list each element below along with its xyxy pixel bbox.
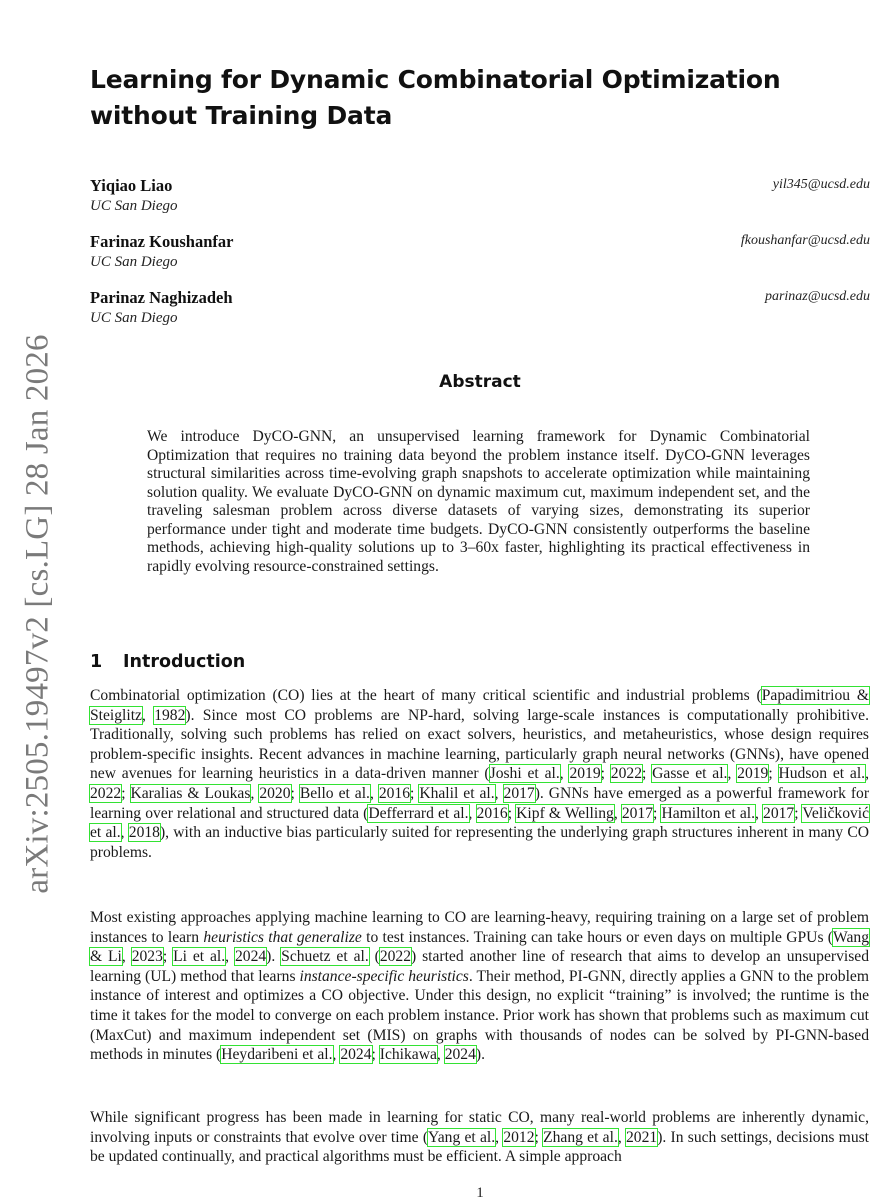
author-email: parinaz@ucsd.edu: [764, 289, 870, 304]
citation-link[interactable]: 2024: [234, 948, 267, 966]
text: ,: [141, 706, 155, 724]
citation-link[interactable]: Veličković et al.: [90, 804, 870, 842]
author-affiliation: UC San Diego: [90, 198, 178, 214]
citation-link[interactable]: 2019: [569, 765, 601, 783]
text: ,: [121, 948, 132, 966]
citation-link[interactable]: 2021: [626, 1128, 658, 1146]
citation-link[interactable]: Heydaribeni et al.: [221, 1046, 333, 1064]
citation-link[interactable]: 2016: [476, 804, 508, 822]
text: ,: [250, 784, 260, 802]
citation-link[interactable]: Joshi et al.: [489, 765, 560, 783]
text: ).: [266, 948, 282, 966]
section-number: 1: [90, 652, 103, 672]
author-block: [90, 288, 870, 328]
intro-paragraph-2: [90, 908, 869, 1065]
paper-title: Learning for Dynamic Combinatorial Optimization without Training Data: [90, 65, 781, 130]
text: ,: [436, 1046, 445, 1064]
text: ;: [410, 784, 420, 802]
citation-link[interactable]: Hudson et al.: [778, 765, 866, 783]
text: ) started another line of research that aims to develop an unsupervised learning (UL) method that learns: [90, 948, 870, 985]
citation-link[interactable]: Schuetz et al.: [281, 948, 369, 966]
text: . Their method, PI-GNN, directly applies a GNN to the problem instance of interest and optimizes a CO objective. Under this design, no explicit “training” is involved; the runtime is the time it takes for the model to converge on each problem instance. Prior work has shown that problems such as maximum cut (MaxCut) and maximum independent set (MIS) on graphs with thousands of nodes can be solved by PI-GNN-based methods in minutes (: [90, 967, 869, 1064]
text: While significant progress has been made in learning for static CO, many real-world problems are inherently dynamic, involving inputs or constraints that evolve over time (: [90, 1109, 869, 1146]
citation-link[interactable]: 2022: [379, 948, 411, 966]
text: ,: [495, 1128, 504, 1146]
citation-link[interactable]: 2017: [503, 784, 535, 802]
intro-paragraph-1: [90, 686, 869, 862]
citation-link[interactable]: 2012: [503, 1128, 535, 1146]
abstract-text: We introduce DyCO-GNN, an unsupervised learning framework for Dynamic Combinatorial Optimization that requires no training data beyond the problem instance itself. DyCO-GNN leverages structural similarities across time-evolving graph snapshots to accelerate optimization while maintaining solution quality. We evaluate DyCO-GNN on dynamic maximum cut, maximum independent set, and the traveling salesman problem across diverse datasets of varying sizes, demonstrating its superior performance under tight and moderate time budgets. DyCO-GNN consistently outperforms the baseline methods, achieving high-quality solutions up to 3–60x faster, highlighting its practical effectiveness in rapidly evolving resource-constrained settings.: [147, 428, 810, 575]
text: ;: [653, 804, 662, 822]
text: ;: [768, 765, 779, 783]
intro-paragraph-3: [90, 1108, 869, 1167]
section-title: Introduction: [123, 652, 246, 672]
author-name: Yiqiao Liao: [90, 176, 173, 195]
text: ;: [507, 804, 517, 822]
citation-link[interactable]: 2023: [131, 948, 163, 966]
abstract-heading: Abstract: [439, 372, 521, 392]
text: ,: [120, 824, 129, 842]
text: Most existing approaches applying machine learning to CO are learning-heavy, requiring training on a large set of problem instances to learn: [90, 909, 869, 946]
citation-link[interactable]: Papadimitriou & Steiglitz: [90, 687, 869, 724]
text: Combinatorial optimization (CO) lies at the heart of many critical scientific and industrial problems (: [90, 687, 762, 704]
author-affiliation: UC San Diego: [90, 310, 178, 326]
citation-link[interactable]: Zhang et al.: [543, 1128, 618, 1146]
citation-link[interactable]: Karalias & Loukas: [130, 784, 251, 802]
text: ,: [865, 765, 869, 783]
text: ). In such settings, decisions must be updated continually, and practical algorithms must be efficient. A simple approach: [90, 1128, 870, 1166]
citation-link[interactable]: Wang & Li: [90, 928, 869, 966]
citation-link[interactable]: 2017: [621, 804, 654, 822]
text: ,: [225, 948, 235, 966]
text: ,: [559, 765, 570, 783]
text: ,: [494, 784, 504, 802]
citation-link[interactable]: 2020: [259, 784, 291, 802]
citation-link[interactable]: Gasse et al.: [652, 765, 728, 783]
page-number: 1: [476, 1185, 484, 1201]
text: ;: [600, 765, 611, 783]
text: ), with an inductive bias particularly suited for representing the underlying graph structures inherent in many CO problems.: [90, 824, 869, 861]
text: (: [368, 948, 380, 966]
text: ). Since most CO problems are NP-hard, solving large-scale instances is computationally prohibitive. Traditionally, solving such problems has relied on exact solvers, heuristics, and metaheuristics, whose design requires problem-specific insights. Recent advances in machine learning, particularly graph neural networks (GNNs), have opened new avenues for learning heuristics in a data-driven manner (: [90, 706, 870, 783]
citation-link[interactable]: Bello et al.: [299, 784, 370, 802]
text: ,: [613, 804, 622, 822]
author-name: Parinaz Naghizadeh: [90, 288, 233, 307]
text: ,: [727, 765, 738, 783]
arxiv-stamp-text: arXiv:2505.19497v2 [cs.LG] 28 Jan 2026: [19, 334, 56, 894]
text: ). GNNs have emerged as a powerful framework for learning over relational and structured data (: [90, 784, 870, 822]
author-affiliation: UC San Diego: [90, 254, 178, 270]
citation-link[interactable]: 2022: [610, 765, 642, 783]
text: ,: [332, 1046, 341, 1064]
citation-link[interactable]: 2022: [90, 784, 122, 802]
citation-link[interactable]: 2024: [340, 1046, 372, 1064]
author-email: yil345@ucsd.edu: [772, 177, 870, 192]
text: ;: [641, 765, 653, 783]
text: ;: [534, 1128, 544, 1146]
citation-link[interactable]: 2018: [128, 824, 160, 842]
citation-link[interactable]: Khalil et al.: [419, 784, 495, 802]
text: ,: [755, 804, 764, 822]
citation-link[interactable]: 2017: [763, 804, 795, 822]
text: ,: [617, 1128, 626, 1146]
text: ;: [794, 804, 803, 822]
text: to test instances. Training can take hours or even days on multiple GPUs (: [361, 928, 834, 946]
emphasis-text: instance-specific heuristics: [299, 967, 469, 985]
author-name: Farinaz Koushanfar: [90, 232, 234, 251]
text: ;: [162, 948, 174, 966]
text: ,: [468, 804, 477, 822]
text: ).: [475, 1046, 485, 1064]
citation-link[interactable]: Kipf & Welling: [516, 804, 614, 822]
text: ;: [121, 784, 131, 802]
emphasis-text: heuristics that generalize: [203, 928, 362, 946]
citation-link[interactable]: Li et al.: [173, 948, 226, 966]
citation-link[interactable]: 2016: [378, 784, 411, 802]
author-email: fkoushanfar@ucsd.edu: [740, 233, 870, 248]
author-block: [90, 176, 870, 216]
text: ;: [371, 1046, 380, 1064]
citation-link[interactable]: Hamilton et al.: [661, 804, 755, 822]
citation-link[interactable]: 1982: [154, 706, 186, 724]
author-block: [90, 232, 870, 272]
section-heading: [90, 652, 245, 672]
citation-link[interactable]: Defferrard et al.: [368, 804, 469, 822]
text: ;: [290, 784, 300, 802]
citation-link[interactable]: Yang et al.: [428, 1128, 496, 1146]
citation-link[interactable]: 2019: [737, 765, 769, 783]
citation-link[interactable]: 2024: [444, 1046, 476, 1064]
citation-link[interactable]: Ichikawa: [379, 1046, 437, 1064]
text: ,: [369, 784, 379, 802]
